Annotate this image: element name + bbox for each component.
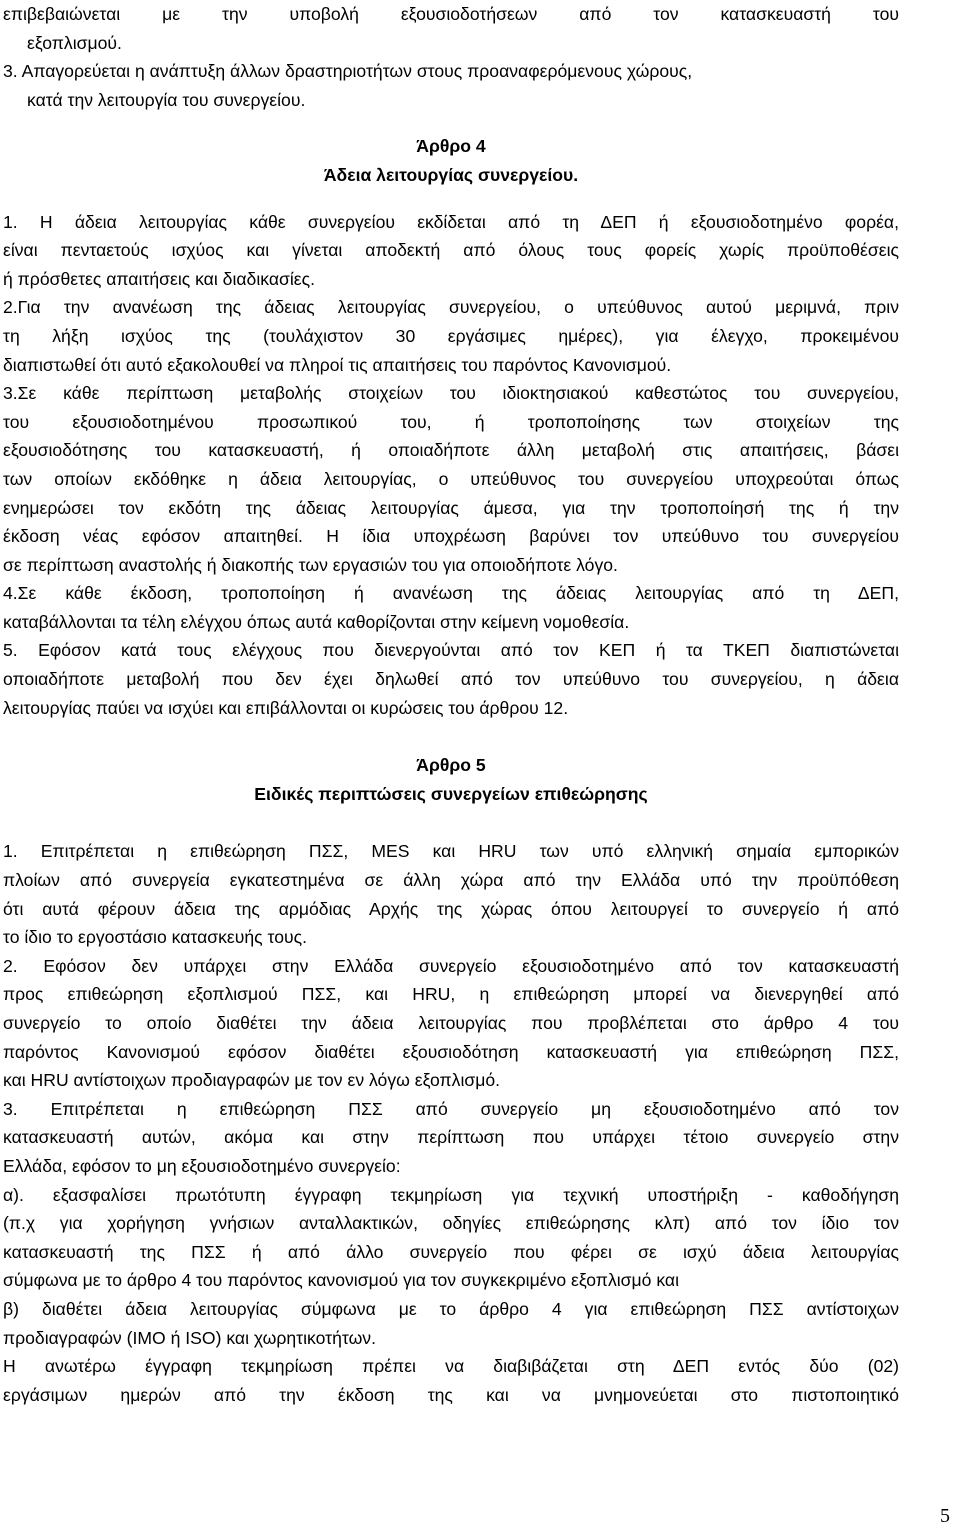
text-line: λειτουργίας παύει να ισχύει και επιβάλλονται οι κυρώσεις του άρθρου 12. — [3, 697, 569, 718]
text-line: παρόντος Κανονισμού εφόσον διαθέτει εξουσιοδότηση κατασκευαστή για επιθεώρηση ΠΣΣ, — [3, 1041, 899, 1062]
spacer — [3, 114, 899, 132]
text-line: και HRU αντίστοιχων προδιαγραφών με τον εν λόγω εξοπλισμό. — [3, 1070, 501, 1091]
article-5-heading: Άρθρο 5 — [416, 755, 486, 776]
text-line: εξοπλισμού. — [27, 32, 122, 53]
text-line: επιβεβαιώνεται με την υποβολή εξουσιοδοτήσεων από τον κατασκευαστή του — [3, 4, 899, 24]
text-line: εργάσιμων ημερών από την έκδοση της και να μνημονεύεται στο πιστοποιητικό — [3, 1384, 899, 1405]
text-line: κατασκευαστή της ΠΣΣ ή από άλλο συνεργείο που φέρει σε ισχύ άδεια λειτουργίας — [3, 1241, 899, 1262]
text-line: 4.Σε κάθε έκδοση, τροποποίηση ή ανανέωση της άδειας λειτουργίας από τη ΔΕΠ, — [3, 583, 899, 604]
text-line: 5. Εφόσον κατά τους ελέγχους που διενεργούνται από τον ΚΕΠ ή τα ΤΚΕΠ διαπιστώνεται — [3, 640, 899, 661]
text-line: β) διαθέτει άδεια λειτουργίας σύμφωνα με το άρθρο 4 για επιθεώρηση ΠΣΣ αντίστοιχων — [3, 1298, 899, 1319]
spacer — [3, 190, 899, 208]
text-line: Ελλάδα, εφόσον το μη εξουσιοδοτημένο συνεργείο: — [3, 1155, 401, 1176]
text-line: τη λήξη ισχύος της (τουλάχιστον 30 εργάσιμες ημέρες), για έλεγχο, προκειμένου — [3, 325, 899, 346]
text-line: έκδοση νέας εφόσον απαιτηθεί. Η ίδια υποχρέωση βαρύνει τον υπεύθυνο του συνεργείου — [3, 526, 899, 547]
text-line: (π.χ για χορήγηση γνήσιων ανταλλακτικών, οδηγίες επιθεώρησης κλπ) από τον ίδιο τον — [3, 1213, 899, 1234]
text-line: συνεργείο το οποίο διαθέτει την άδεια λειτουργίας που προβλέπεται στο άρθρο 4 του — [3, 1013, 899, 1033]
text-line: διαπιστωθεί ότι αυτό εξακολουθεί να πληροί τις απαιτήσεις του παρόντος Κανονισμού. — [3, 354, 672, 375]
text-line: οποιαδήποτε μεταβολή που δεν έχει δηλωθεί από τον υπεύθυνο του συνεργείου, η άδεια — [3, 669, 899, 690]
text-line: είναι πενταετούς ισχύος και γίνεται αποδεκτή από όλους τους φορείς χωρίς προϋποθέσεις — [3, 240, 899, 261]
text-line: Η ανωτέρω έγγραφη τεκμηρίωση πρέπει να διαβιβάζεται στη ΔΕΠ εντός δύο (02) — [3, 1356, 899, 1377]
text-line: ή πρόσθετες απαιτήσεις και διαδικασίες. — [3, 268, 315, 289]
article-4-heading: Άρθρο 4 — [416, 136, 486, 157]
spacer — [3, 808, 899, 837]
text-line: 3. Απαγορεύεται η ανάπτυξη άλλων δραστηριοτήτων στους προαναφερόμενους χώρους, — [3, 61, 693, 82]
text-line: α). εξασφαλίσει πρωτότυπη έγγραφη τεκμηρίωση για τεχνική υποστήριξη - καθοδήγηση — [3, 1184, 899, 1205]
text-line: πλοίων από συνεργεία εγκατεστημένα σε άλλη χώρα από την Ελλάδα υπό την προϋπόθεση — [3, 870, 899, 891]
text-line: εξουσιοδότησης του κατασκευαστή, ή οποιαδήποτε άλλη μεταβολή στις απαιτήσεις, βάσει — [3, 440, 899, 461]
article-4-subheading: Άδεια λειτουργίας συνεργείου. — [323, 164, 579, 185]
text-line: των οποίων εκδόθηκε η άδεια λειτουργίας, ο υπεύθυνος του συνεργείου υποχρεούται όπως — [3, 468, 899, 489]
spacer — [3, 722, 899, 751]
text-line: κατασκευαστή αυτών, ακόμα και στην περίπτωση που υπάρχει τέτοιο συνεργείο στην — [3, 1127, 899, 1148]
text-line: καταβάλλονται τα τέλη ελέγχου όπως αυτά καθορίζονται στην κείμενη νομοθεσία. — [3, 611, 630, 632]
page-number: 5 — [940, 1505, 950, 1527]
text-line: 2. Εφόσον δεν υπάρχει στην Ελλάδα συνεργείο εξουσιοδοτημένο από τον κατασκευαστή — [3, 955, 899, 976]
text-line: 3. Επιτρέπεται η επιθεώρηση ΠΣΣ από συνεργείο μη εξουσιοδοτημένο από τον — [3, 1098, 899, 1119]
article-4-body — [3, 208, 899, 723]
text-line: σε περίπτωση αναστολής ή διακοπής των εργασιών του για οποιοδήποτε λόγο. — [3, 554, 618, 575]
text-line: 1. Επιτρέπεται η επιθεώρηση ΠΣΣ, MES και HRU των υπό ελληνική σημαία εμπορικών — [3, 841, 899, 862]
text-line: 2.Για την ανανέωση της άδειας λειτουργίας συνεργείου, ο υπεύθυνος αυτού μεριμνά, πριν — [3, 297, 899, 318]
article-5-subheading: Ειδικές περιπτώσεις συνεργείων επιθεώρησης — [254, 783, 648, 804]
text-line: προδιαγραφών (ΙΜΟ ή ISO) και χωρητικοτήτων. — [3, 1327, 376, 1348]
text-line: προς επιθεώρηση εξοπλισμού ΠΣΣ, και HRU, η επιθεώρηση μπορεί να διενεργηθεί από — [3, 984, 899, 1005]
document-body — [3, 0, 899, 1409]
text-line: 3.Σε κάθε περίπτωση μεταβολής στοιχείων του ιδιοκτησιακού καθεστώτος του συνεργείου, — [3, 383, 899, 404]
text-line: του εξουσιοδοτημένου προσωπικού του, ή τροποποίησης των στοιχείων της — [3, 411, 899, 432]
text-line: κατά την λειτουργία του συνεργείου. — [27, 89, 306, 110]
text-line: ενημερώσει τον εκδότη της άδειας λειτουργίας άμεσα, για την τροποποίησή της ή την — [3, 497, 899, 518]
text-line: 1. Η άδεια λειτουργίας κάθε συνεργείου εκδίδεται από τη ΔΕΠ ή εξουσιοδοτημένο φορέα, — [3, 211, 899, 232]
text-line: ότι αυτά φέρουν άδεια της αρμόδιας Αρχής της χώρας όπου λειτουργεί το συνεργείο ή από — [3, 898, 899, 919]
article-5-body — [3, 837, 899, 1409]
text-line: το ίδιο το εργοστάσιο κατασκευής τους. — [3, 927, 308, 948]
intro-section — [3, 0, 899, 114]
text-line: σύμφωνα με το άρθρο 4 του παρόντος κανονισμού για τον συγκεκριμένο εξοπλισμό και — [3, 1270, 679, 1291]
